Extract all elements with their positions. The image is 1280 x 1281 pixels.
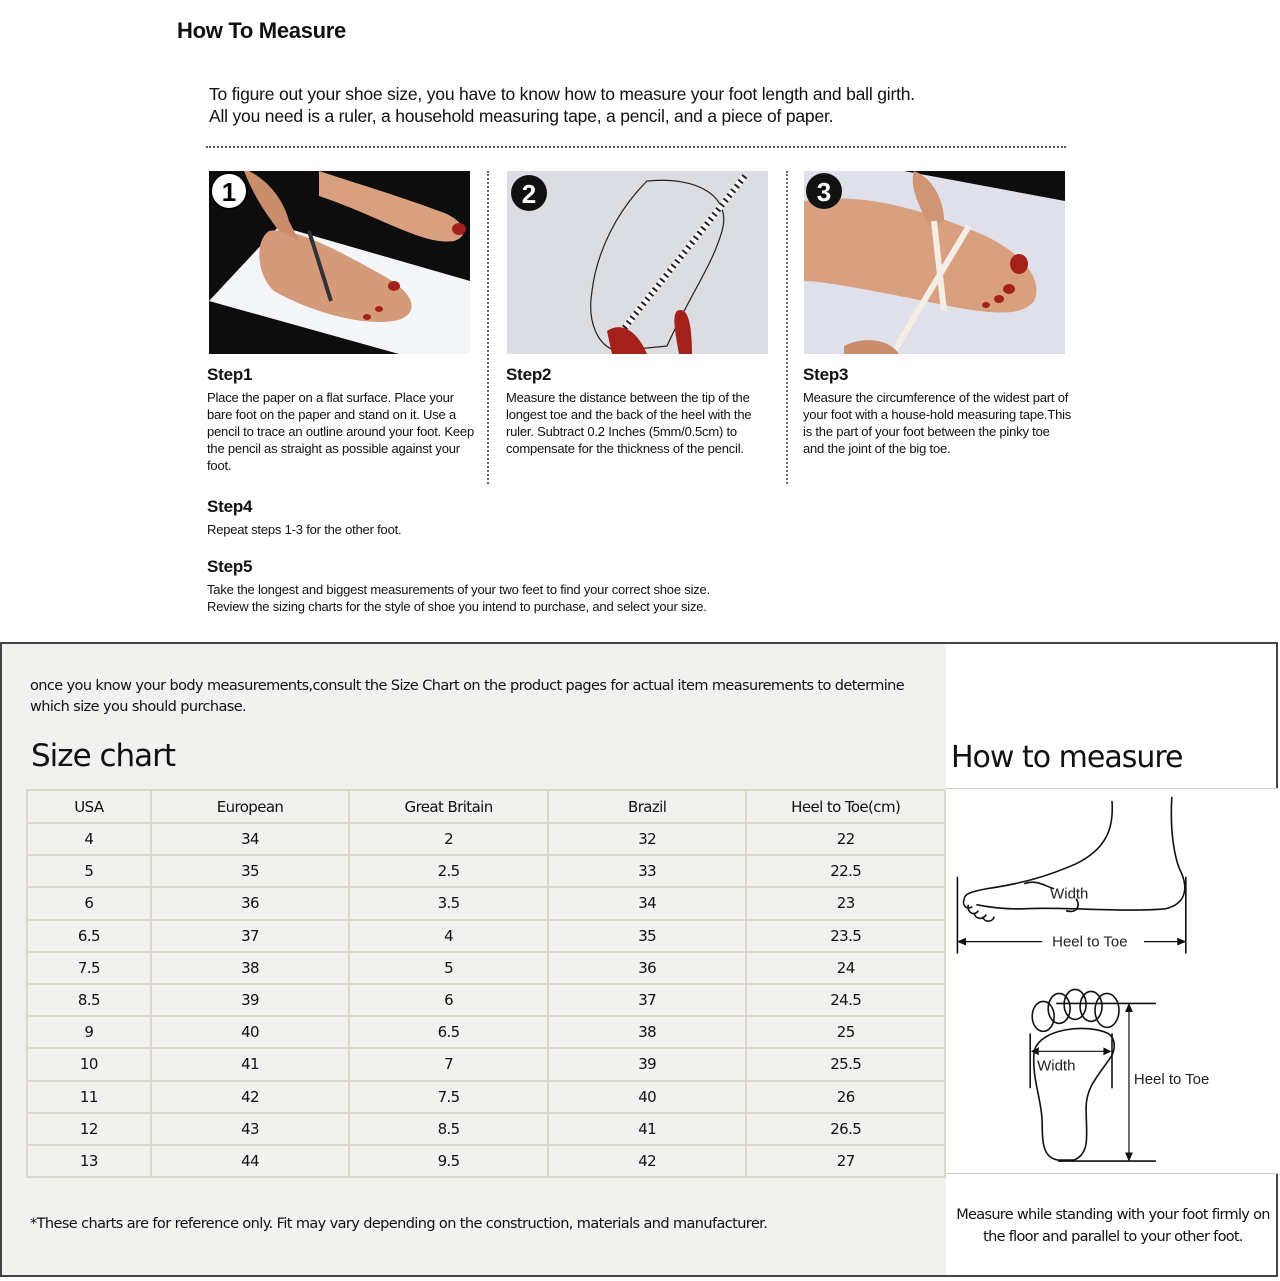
foot-measure-diagram (946, 789, 1278, 1174)
step-1-title: Step1 (207, 365, 253, 384)
cell-european: 40 (151, 1016, 350, 1048)
cell-great-britain: 8.5 (349, 1113, 548, 1145)
cell-european: 34 (151, 823, 350, 855)
cell-usa: 9 (27, 1016, 151, 1048)
step-1 (207, 365, 477, 474)
dotted-divider (206, 146, 1066, 148)
step-5-title: Step5 (207, 557, 253, 576)
cell-usa: 13 (27, 1145, 151, 1177)
step-5 (207, 557, 827, 615)
cell-great-britain: 2.5 (349, 855, 548, 887)
cell-great-britain: 6.5 (349, 1016, 548, 1048)
intro-line-2: All you need is a ruler, a household measuring tape, a pencil, and a piece of paper. (209, 106, 834, 126)
side-width-label: Width (1050, 885, 1089, 903)
column-header-european: European (151, 790, 350, 823)
size-chart-title: Size chart (31, 738, 176, 774)
cell-heel-to-toe: 24 (746, 952, 945, 984)
table-row (27, 887, 945, 919)
side-foot-outline-icon (957, 797, 1185, 954)
step-3-title: Step3 (803, 365, 849, 384)
cell-brazil: 40 (548, 1081, 747, 1113)
table-row (27, 1113, 945, 1145)
cell-usa: 10 (27, 1048, 151, 1080)
cell-brazil: 41 (548, 1113, 747, 1145)
column-header-great-britain: Great Britain (349, 790, 548, 823)
step-2 (506, 365, 776, 457)
ruler-measuring-illustration-icon (507, 171, 768, 354)
column-header-heel-to-toe: Heel to Toe(cm) (746, 790, 945, 823)
cell-heel-to-toe: 24.5 (746, 984, 945, 1016)
cell-great-britain: 7 (349, 1048, 548, 1080)
step-4-text: Repeat steps 1-3 for the other foot. (207, 522, 402, 537)
cell-brazil: 36 (548, 952, 747, 984)
cell-european: 39 (151, 984, 350, 1016)
step3-image (804, 171, 1065, 354)
cell-heel-to-toe: 23 (746, 887, 945, 919)
intro-line-1: To figure out your shoe size, you have to know how to measure your foot length and ball girth. (209, 84, 915, 104)
cell-heel-to-toe: 27 (746, 1145, 945, 1177)
cell-great-britain: 4 (349, 920, 548, 952)
cell-brazil: 32 (548, 823, 747, 855)
size-chart-note: once you know your body measurements,consult the Size Chart on the product pages for actual item measurements to determine which size you should purchase. (30, 678, 905, 715)
size-chart-footnote: *These charts are for reference only. Fit may vary depending on the construction, materials and manufacturer. (30, 1216, 768, 1232)
cell-european: 43 (151, 1113, 350, 1145)
step-4-title: Step4 (207, 497, 253, 516)
cell-usa: 6.5 (27, 920, 151, 952)
cell-heel-to-toe: 25 (746, 1016, 945, 1048)
tape-measure-illustration-icon (804, 171, 1065, 354)
cell-great-britain: 7.5 (349, 1081, 548, 1113)
cell-european: 44 (151, 1145, 350, 1177)
size-chart-table (26, 789, 946, 1178)
cell-great-britain: 2 (349, 823, 548, 855)
cell-heel-to-toe: 25.5 (746, 1048, 945, 1080)
cell-usa: 7.5 (27, 952, 151, 984)
cell-european: 36 (151, 887, 350, 919)
cell-great-britain: 6 (349, 984, 548, 1016)
cell-european: 35 (151, 855, 350, 887)
cell-heel-to-toe: 22 (746, 823, 945, 855)
side-heel-to-toe-label: Heel to Toe (1052, 933, 1128, 951)
step-2-text: Measure the distance between the tip of the longest toe and the back of the heel with the ruler. Subtract 0.2 Inches (5mm/0.5cm) to compensate for the thickness of the pencil. (506, 390, 752, 456)
cell-heel-to-toe: 26 (746, 1081, 945, 1113)
cell-great-britain: 9.5 (349, 1145, 548, 1177)
cell-european: 38 (151, 952, 350, 984)
column-divider-2 (786, 171, 788, 484)
cell-european: 42 (151, 1081, 350, 1113)
cell-usa: 8.5 (27, 984, 151, 1016)
svg-text:3: 3 (816, 177, 832, 207)
cell-brazil: 37 (548, 984, 747, 1016)
cell-usa: 5 (27, 855, 151, 887)
foot-tracing-illustration-icon (209, 171, 470, 354)
table-row (27, 984, 945, 1016)
size-chart-panel (0, 642, 1278, 1277)
cell-european: 41 (151, 1048, 350, 1080)
how-to-measure-title: How to measure (951, 740, 1183, 775)
cell-european: 37 (151, 920, 350, 952)
column-divider-1 (487, 171, 489, 484)
cell-heel-to-toe: 23.5 (746, 920, 945, 952)
cell-usa: 4 (27, 823, 151, 855)
guide-intro (209, 83, 915, 127)
table-row (27, 1145, 945, 1177)
sole-heel-to-toe-label: Heel to Toe (1133, 1071, 1210, 1089)
table-row (27, 952, 945, 984)
table-row (27, 855, 945, 887)
column-header-usa: USA (27, 790, 151, 823)
foot-diagram-icon (946, 789, 1278, 1173)
cell-usa: 11 (27, 1081, 151, 1113)
cell-great-britain: 5 (349, 952, 548, 984)
table-header-row (27, 790, 945, 823)
cell-heel-to-toe: 22.5 (746, 855, 945, 887)
table-row (27, 823, 945, 855)
step-1-text: Place the paper on a flat surface. Place your bare foot on the paper and stand on it. Use a pencil to trace an outline around your foot. Keep the pencil as straight as possible against your foot. (207, 390, 474, 473)
table-row (27, 1081, 945, 1113)
column-header-brazil: Brazil (548, 790, 747, 823)
step-3-text: Measure the circumference of the widest part of your foot with a house-hold measuring tape.This is the part of your foot between the pinky toe and the joint of the big toe. (803, 390, 1072, 456)
cell-brazil: 42 (548, 1145, 747, 1177)
table-row (27, 1048, 945, 1080)
step2-image (507, 171, 768, 354)
cell-great-britain: 3.5 (349, 887, 548, 919)
step-4 (207, 497, 807, 538)
cell-heel-to-toe: 26.5 (746, 1113, 945, 1145)
cell-brazil: 35 (548, 920, 747, 952)
step-5-text-line-1: Take the longest and biggest measurements of your two feet to find your correct shoe size. (207, 582, 711, 597)
cell-usa: 6 (27, 887, 151, 919)
measure-instruction-note: Measure while standing with your foot firmly on the floor and parallel to your other foot. (956, 1207, 1270, 1245)
svg-text:1: 1 (221, 177, 237, 207)
guide-title: How To Measure (177, 18, 346, 43)
step-2-title: Step2 (506, 365, 552, 384)
svg-text:2: 2 (521, 179, 537, 209)
cell-usa: 12 (27, 1113, 151, 1145)
table-row (27, 920, 945, 952)
sole-width-label: Width (1037, 1057, 1076, 1075)
step-3 (803, 365, 1073, 457)
cell-brazil: 33 (548, 855, 747, 887)
cell-brazil: 38 (548, 1016, 747, 1048)
cell-brazil: 39 (548, 1048, 747, 1080)
cell-brazil: 34 (548, 887, 747, 919)
step1-image (209, 171, 470, 354)
step-5-text-line-2: Review the sizing charts for the style of shoe you intend to purchase, and select your size. (207, 599, 707, 614)
table-row (27, 1016, 945, 1048)
